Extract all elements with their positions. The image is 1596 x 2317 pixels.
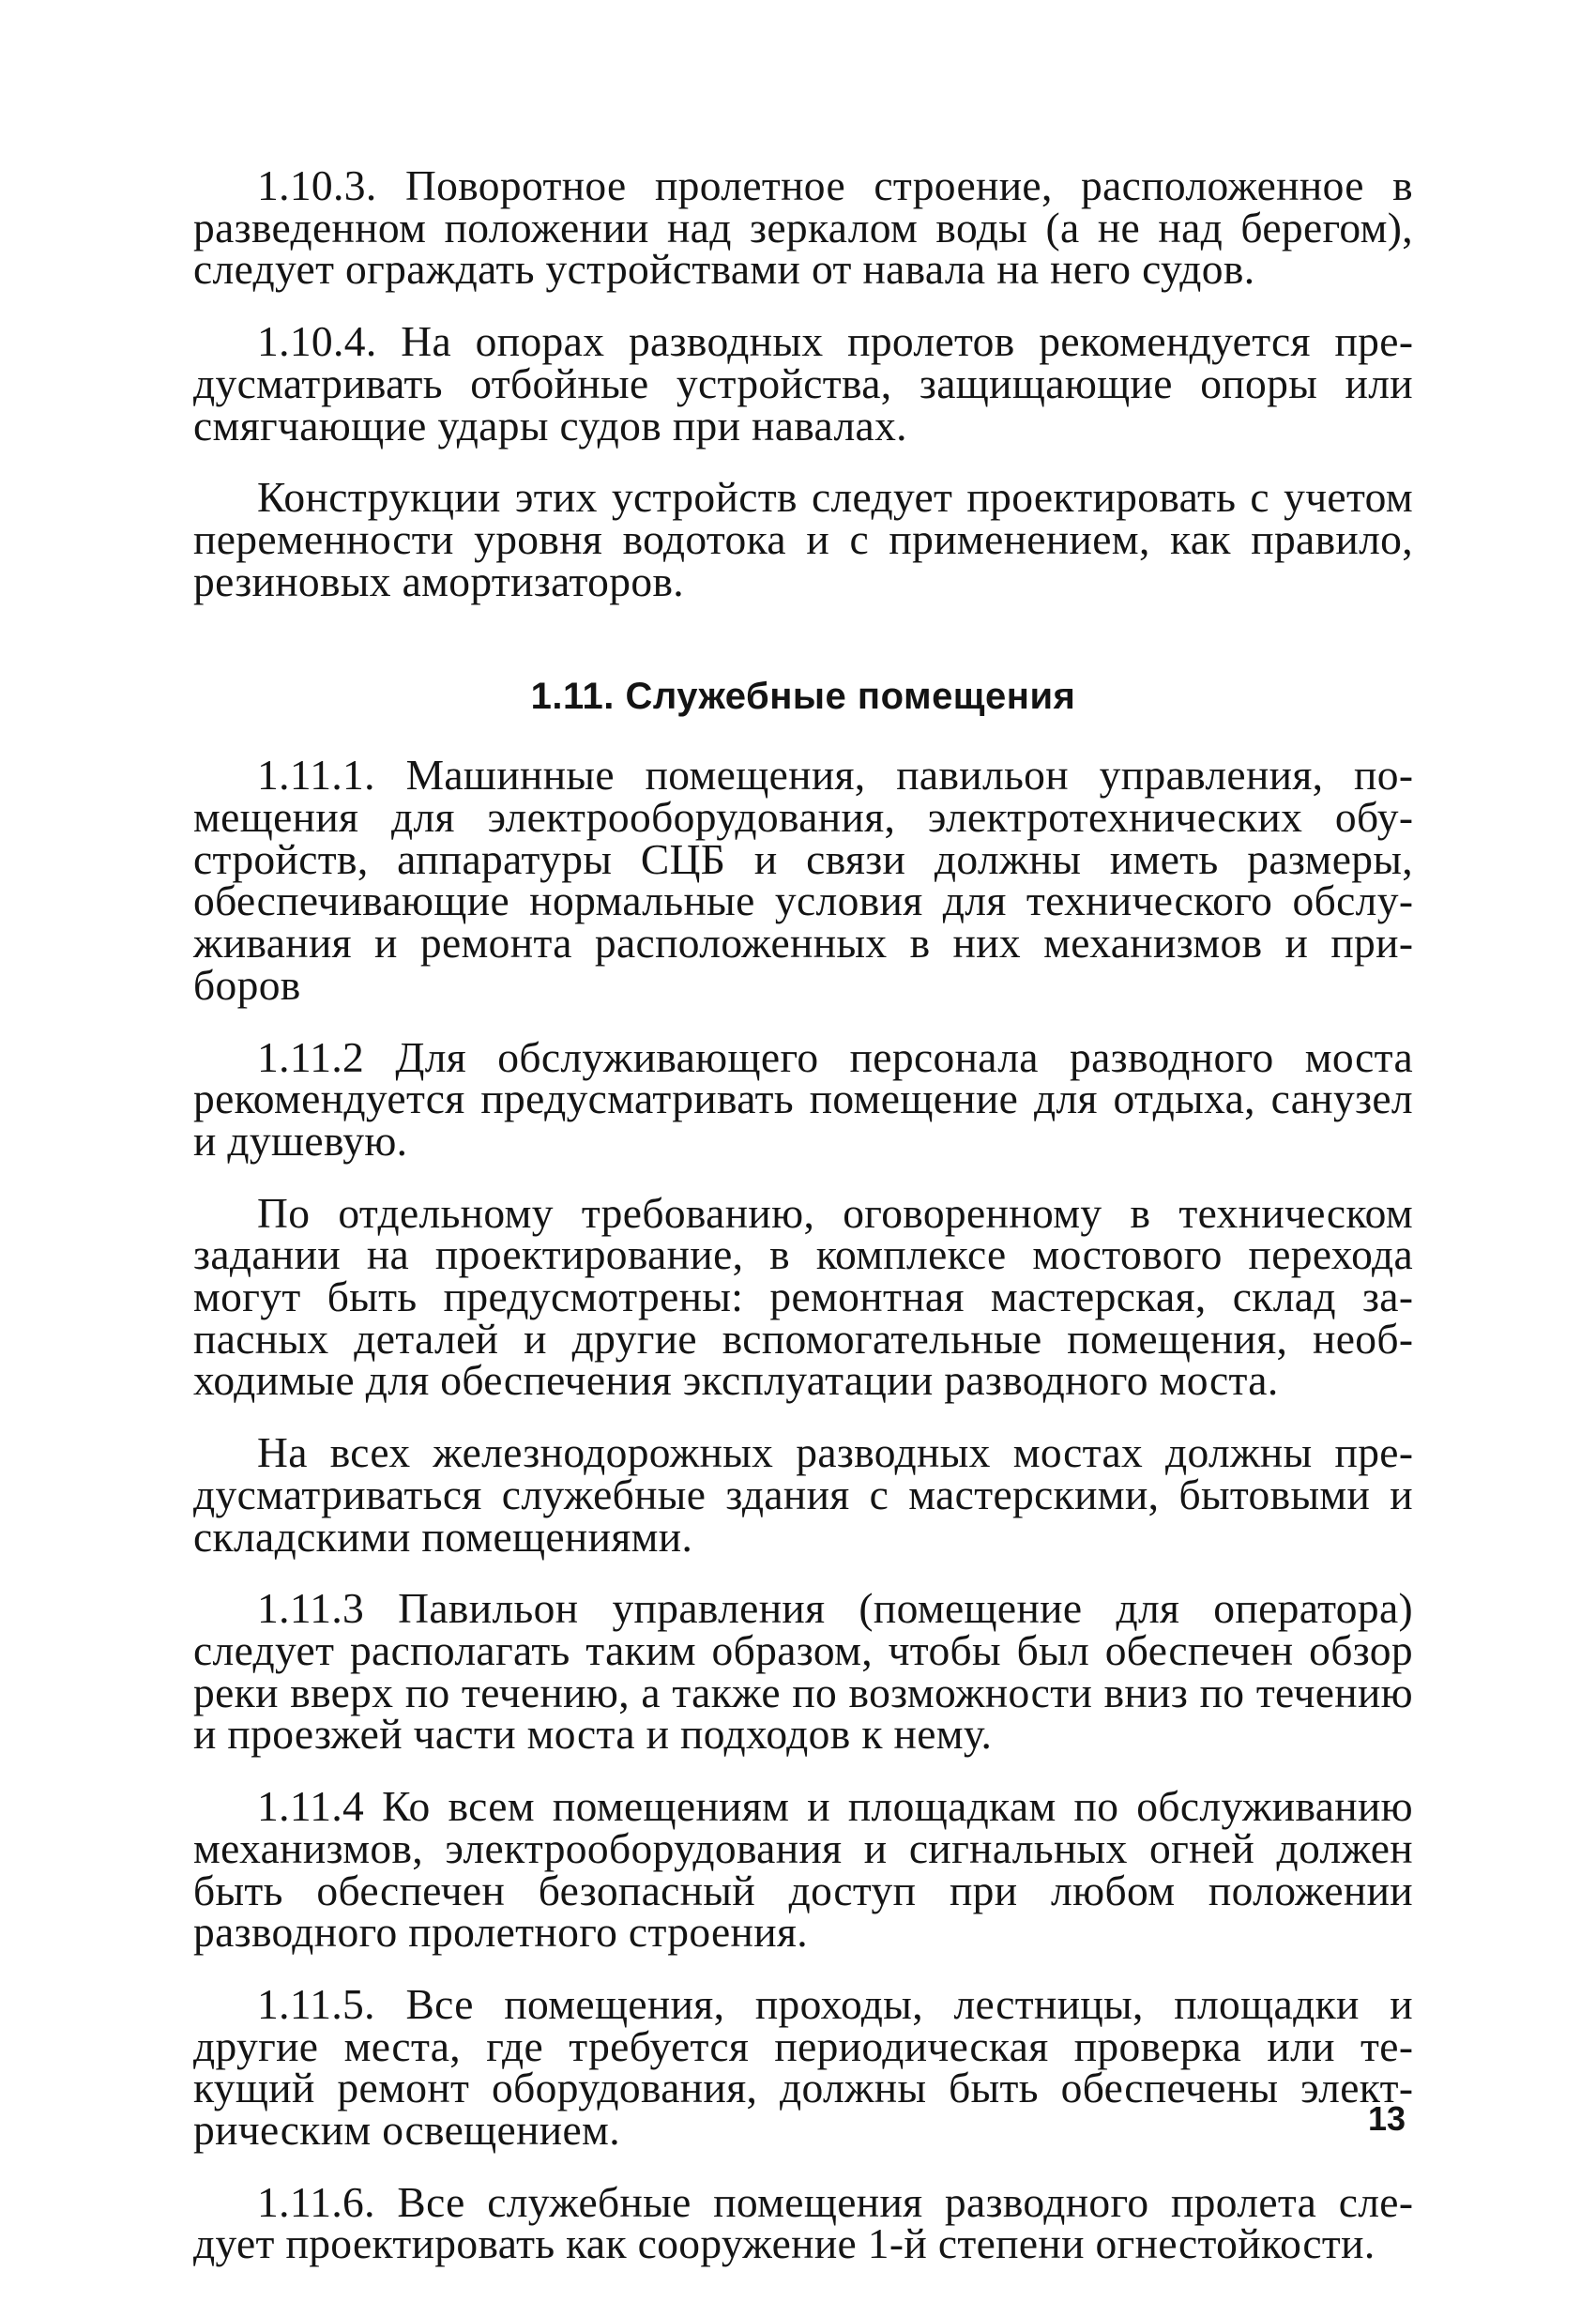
paragraph-1-11-5: 1.11.5. Все помещения, проходы, лестницы, площадки и другие места, где требуется периодическая проверка или текущий ремонт оборудования, должны быть обеспечены электрическим освещением.: [193, 1979, 1413, 2155]
paragraph-1-10-4-continuation: Конструкции этих устройств следует проектировать с учетом переменности уровня водотока и с применением, как правило, резиновых амортизаторов.: [193, 473, 1413, 605]
paragraph-1-10-4: 1.10.4. На опорах разводных пролетов рекомендуется предусматривать отбойные устройства, защищающие опоры или смягчающие удары судов при навалах.: [193, 317, 1413, 450]
paragraph-1-11-2-railway: На всех железнодорожных разводных мостах должны предусматриваться служебные здания с мастерскими, бытовыми и складскими помещениями.: [193, 1428, 1413, 1561]
paragraph-1-11-2: 1.11.2 Для обслуживающего персонала разводного моста рекомендуется предусматривать помещение для отдыха, санузел и душевую.: [193, 1032, 1413, 1165]
paragraph-1-11-2-requirement: По отдельному требованию, оговоренному в техническом задании на проектирование, в комплексе мостового перехода могут быть предусмотрены: ремонтная мастерская, склад запасных деталей и другие вспомогательные помещения, необходимые для обеспечения эксплуатации разводного моста.: [193, 1188, 1413, 1405]
page-number: 13: [1368, 2099, 1406, 2138]
paragraph-1-10-3: 1.10.3. Поворотное пролетное строение, расположенное в разведенном положении над зеркалом воды (а не над берегом), следует ограждать устройствами от навала на него судов.: [193, 161, 1413, 294]
paragraph-1-11-3: 1.11.3 Павильон управления (помещение для оператора) следует располагать таким образом, чтобы был обеспечен обзор реки вверх по течению, а также по возможности вниз по течению и проезжей части моста и подходов к нему.: [193, 1584, 1413, 1759]
paragraph-1-11-6: 1.11.6. Все служебные помещения разводного пролета следует проектировать как сооружение 1-й степени огнестойкости.: [193, 2177, 1413, 2268]
section-heading: 1.11. Служебные помещения: [530, 676, 1076, 718]
paragraph-1-11-4: 1.11.4 Ко всем помещениям и площадкам по обслуживанию механизмов, электрооборудования и сигнальных огней должен быть обеспечен безопасный доступ при любом положении разводного пролетного строения.: [193, 1782, 1413, 1957]
document-page: [193, 161, 1413, 2295]
paragraph-1-11-1: 1.11.1. Машинные помещения, павильон управления, помещения для электрооборудования, электротехнических обустройств, аппаратуры СЦБ и связи должны иметь размеры, обеспечивающие нормальные условия для технического обслуживания и ремонта расположенных в них механизмов и приборов: [193, 751, 1413, 1009]
